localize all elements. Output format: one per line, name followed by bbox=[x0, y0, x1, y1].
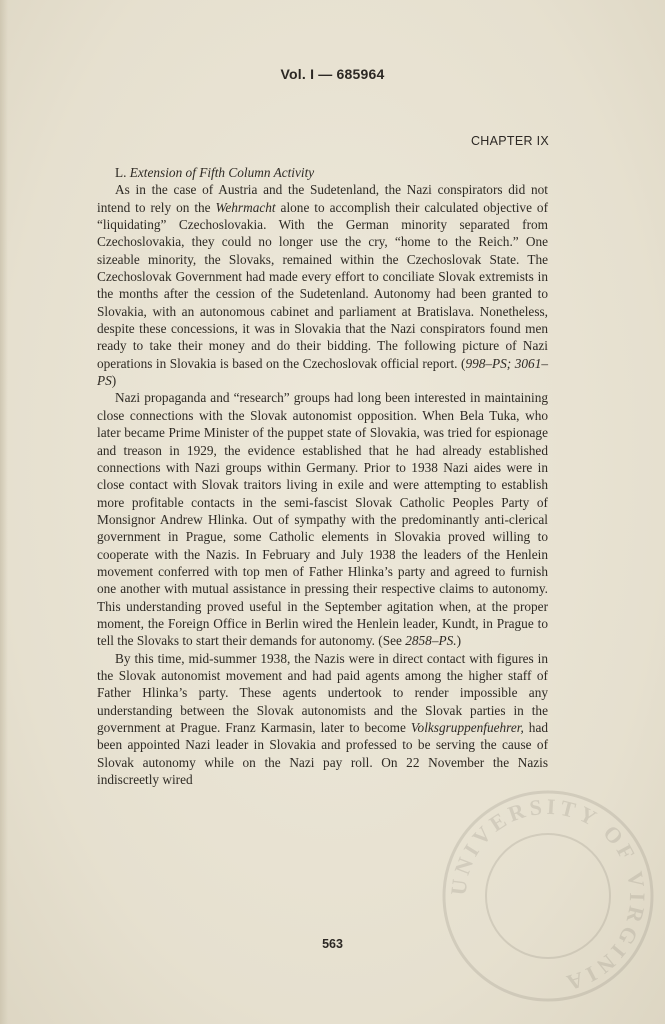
chapter-heading: CHAPTER IX bbox=[470, 134, 549, 148]
paragraph-1 bbox=[97, 181, 548, 389]
page-number: 563 bbox=[322, 937, 343, 951]
library-seal-watermark bbox=[438, 786, 658, 1006]
paragraph-2 bbox=[97, 389, 548, 649]
paragraph-3 bbox=[97, 650, 548, 789]
paragraph-3-text-a: By this time, mid-summer 1938, the Nazis were in direct contact with figures in the Slovak autonomist movement and had paid agents among the higher staff of Father Hlinka’s party. These agents undertook to render impossible any understanding between the Slovak autonomists and the Slovak parties in the government at Prague. Franz Karmasin, later to become bbox=[97, 650, 548, 735]
section-number: L. bbox=[115, 165, 127, 180]
body-text bbox=[97, 164, 548, 788]
paragraph-1-text-a: As in the case of Austria and the Sudetenland, the Nazi conspirators did not intend to rely on the bbox=[97, 182, 548, 215]
section-heading bbox=[97, 164, 548, 181]
paragraph-2-text-a: Nazi propaganda and “research” groups had long been interested in maintaining close connections with the Slovak autonomist opposition. When Bela Tuka, who later became Prime Minister of the puppet state of Slovakia, was tried for espionage and treason in 1929, the evidence established that he had already established connections with Nazi groups within Germany. Prior to 1938 Nazi aides were in close contact with Slovak traitors living in exile and were attempting to establish more profitable contacts in the semi-fascist Slovak Catholic Peoples Party of Monsignor Andrew Hlinka. Out of sympathy with the predominantly anti-clerical government in Prague, some Catholic elements in Slovakia proved willing to cooperate with the Nazis. In February and July 1938 the leaders of the Henlein movement conferred with top men of Father Hlinka’s party and agreed to furnish one another with mutual assistance in pressing their respective claims to autonomy. This understanding proved useful in the September agitation when, at the proper moment, the Foreign Office in Berlin wired the Henlein leader, Kundt, in Prague to tell the Slovaks to start their demands for autonomy. (See bbox=[97, 390, 548, 649]
paragraph-3-italic-term: Volksgruppenfuehrer, bbox=[410, 720, 524, 735]
paragraph-1-text-c: alone to accomplish their calculated objective of “liquidating” Czechoslovakia. With the German minority separated from Czechoslovakia, they could no longer use the cry, “home to the Reich.” One sizeable minority, the Slovaks, remained within the Czechoslovak State. The Czechoslovak Government had made every effort to conciliate Slovak extremists in the months after the cession of the Sudetenland. Autonomy had been granted to Slovakia, with an autonomous cabinet and parliament at Bratislava. Nonetheless, despite these concessions, it was in Slovakia that the Nazi conspirators found men ready to take their money and do their bidding. The following picture of Nazi operations in Slovakia is based on the Czechoslovak official report. ( bbox=[97, 199, 548, 371]
seal-outer-ring bbox=[444, 792, 652, 1000]
paragraph-1-citation: 998–PS; 3061–PS bbox=[97, 355, 548, 389]
paragraph-1-italic-wehrmacht: Wehrmacht bbox=[215, 199, 276, 215]
seal-text: UNIVERSITY OF VIRGINIA bbox=[445, 793, 651, 997]
section-title: Extension of Fifth Column Activity bbox=[129, 165, 315, 180]
page-edge-shadow bbox=[0, 0, 8, 1024]
paragraph-3-text-c: had been appointed Nazi leader in Slovakia and professed to be serving the cause of Slovak autonomy while on the Nazi pay roll. On 22 November the Nazis indiscreetly wired bbox=[97, 720, 548, 788]
paragraph-2-citation: 2858–PS. bbox=[405, 633, 457, 649]
paragraph-2-text-c: ) bbox=[456, 633, 462, 649]
running-header: Vol. I — 685964 bbox=[280, 66, 385, 82]
paragraph-1-text-e: ) bbox=[111, 373, 117, 389]
